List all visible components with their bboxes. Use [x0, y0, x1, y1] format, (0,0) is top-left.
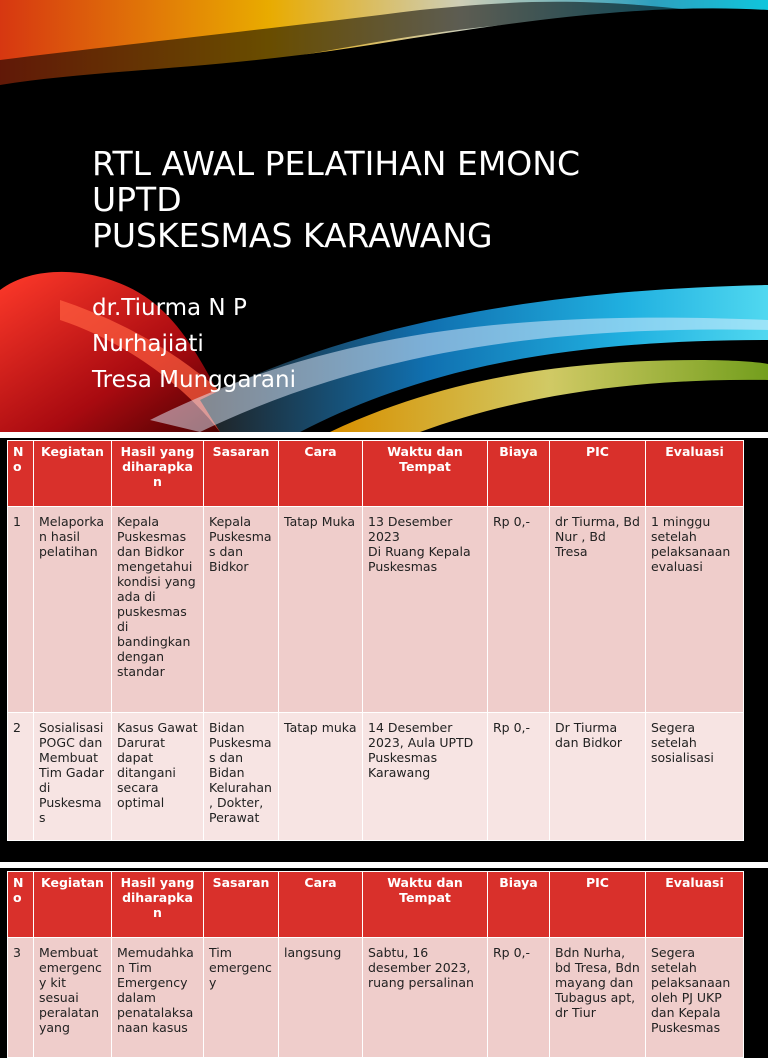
- header-sasaran: Sasaran: [204, 441, 279, 507]
- header-pic: PIC: [550, 872, 646, 938]
- cell-cara: Tatap Muka: [279, 507, 363, 713]
- header-biaya: Biaya: [488, 872, 550, 938]
- table-slide-1: [0, 438, 768, 862]
- cell-waktu: 14 Desember 2023, Aula UPTD Puskesmas Karawang: [363, 713, 488, 841]
- cell-hasil: Kasus Gawat Darurat dapat ditangani secara optimal: [112, 713, 204, 841]
- cell-no: 3: [8, 938, 34, 1058]
- header-cara: Cara: [279, 441, 363, 507]
- header-waktu: Waktu dan Tempat: [363, 441, 488, 507]
- header-kegiatan: Kegiatan: [34, 441, 112, 507]
- cell-pic: Dr Tiurma dan Bidkor: [550, 713, 646, 841]
- table-row: [8, 507, 744, 713]
- header-no: N o: [8, 872, 34, 938]
- cell-evaluasi: Segera setelah sosialisasi: [646, 713, 744, 841]
- header-biaya: Biaya: [488, 441, 550, 507]
- cell-kegiatan: Membuat emergency kit sesuai peralatan yang: [34, 938, 112, 1058]
- cell-biaya: Rp 0,-: [488, 507, 550, 713]
- cell-biaya: Rp 0,-: [488, 938, 550, 1058]
- author-name: dr.Tiurma N P: [92, 295, 247, 321]
- header-evaluasi: Evaluasi: [646, 441, 744, 507]
- table-row: [8, 713, 744, 841]
- cell-no: 1: [8, 507, 34, 713]
- table-header-row: [8, 872, 744, 938]
- header-hasil: Hasil yang diharapka n: [112, 441, 204, 507]
- header-sasaran: Sasaran: [204, 872, 279, 938]
- cell-biaya: Rp 0,-: [488, 713, 550, 841]
- author-name: Tresa Munggarani: [92, 367, 296, 393]
- header-cara: Cara: [279, 872, 363, 938]
- authors-list: [92, 290, 296, 398]
- cell-evaluasi: 1 minggu setelah pelaksanaan evaluasi: [646, 507, 744, 713]
- rtl-table-2: [7, 871, 744, 1058]
- title-line: PUSKESMAS KARAWANG: [92, 216, 493, 255]
- table-row: [8, 938, 744, 1058]
- title-line: UPTD: [92, 180, 182, 219]
- header-waktu: Waktu dan Tempat: [363, 872, 488, 938]
- header-kegiatan: Kegiatan: [34, 872, 112, 938]
- title-slide: [0, 0, 768, 432]
- title-line: RTL AWAL PELATIHAN EMONC: [92, 144, 580, 183]
- rtl-table-1: [7, 440, 744, 841]
- cell-pic: Bdn Nurha, bd Tresa, Bdn mayang dan Tubagus apt, dr Tiur: [550, 938, 646, 1058]
- cell-no: 2: [8, 713, 34, 841]
- cell-cara: langsung: [279, 938, 363, 1058]
- cell-cara: Tatap muka: [279, 713, 363, 841]
- cell-kegiatan: Sosialisasi POGC dan Membuat Tim Gadar di Puskesmas: [34, 713, 112, 841]
- cell-evaluasi: Segera setelah pelaksanaan oleh PJ UKP dan Kepala Puskesmas: [646, 938, 744, 1058]
- cell-kegiatan: Melaporkan hasil pelatihan: [34, 507, 112, 713]
- table-header-row: [8, 441, 744, 507]
- header-no: N o: [8, 441, 34, 507]
- header-evaluasi: Evaluasi: [646, 872, 744, 938]
- cell-sasaran: Bidan Puskesmas dan Bidan Kelurahan, Dokter, Perawat: [204, 713, 279, 841]
- slide-title: [92, 146, 580, 254]
- cell-sasaran: Kepala Puskesmas dan Bidkor: [204, 507, 279, 713]
- cell-waktu: 13 Desember 2023 Di Ruang Kepala Puskesmas: [363, 507, 488, 713]
- author-name: Nurhajiati: [92, 331, 204, 357]
- cell-waktu: Sabtu, 16 desember 2023, ruang persalinan: [363, 938, 488, 1058]
- cell-hasil: Kepala Puskesmas dan Bidkor mengetahui kondisi yang ada di puskesmas di bandingkan dengan standar: [112, 507, 204, 713]
- header-hasil: Hasil yang diharapka n: [112, 872, 204, 938]
- header-pic: PIC: [550, 441, 646, 507]
- table-slide-2: [0, 868, 768, 1035]
- cell-hasil: Memudahkan Tim Emergency dalam penatalaksanaan kasus: [112, 938, 204, 1058]
- cell-sasaran: Tim emergency: [204, 938, 279, 1058]
- cell-pic: dr Tiurma, Bd Nur , Bd Tresa: [550, 507, 646, 713]
